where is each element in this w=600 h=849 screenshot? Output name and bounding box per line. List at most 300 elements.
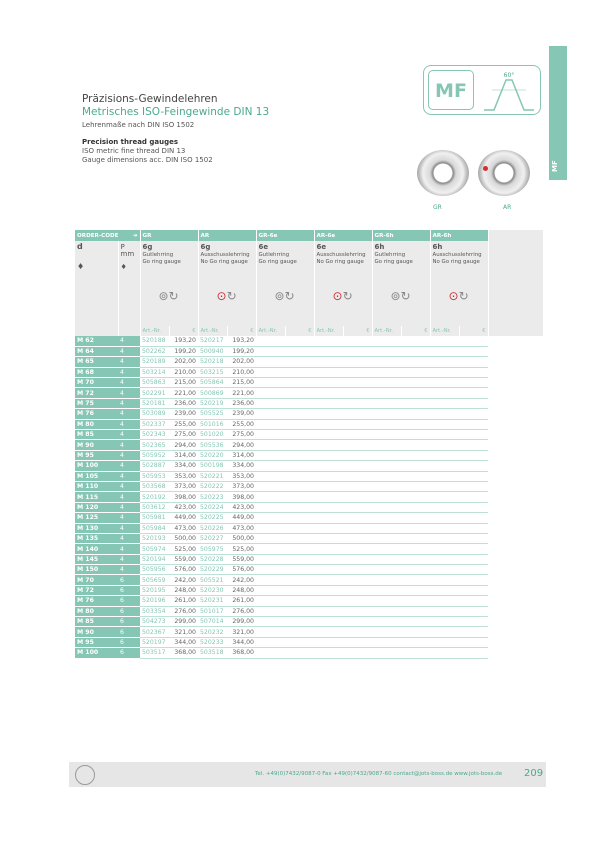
eur-label: €	[343, 326, 372, 336]
art-label: Art.-Nr.	[430, 326, 459, 336]
empty-cell	[256, 627, 285, 637]
empty-cell	[372, 346, 401, 356]
empty-cell	[256, 596, 285, 606]
empty-cell	[343, 637, 372, 647]
empty-cell	[343, 409, 372, 419]
empty-cell	[459, 585, 488, 595]
empty-cell	[459, 419, 488, 429]
cell-art-gr: 520193	[140, 533, 169, 543]
empty-cell	[459, 481, 488, 491]
table-row	[75, 502, 543, 512]
empty-cell	[285, 471, 314, 481]
empty-cell	[401, 575, 430, 585]
empty-cell	[459, 492, 488, 502]
empty-cell	[343, 585, 372, 595]
cell-eur-ar: 276,00	[227, 606, 256, 616]
mf-badge	[423, 65, 541, 115]
cell-eur-ar: 275,00	[227, 430, 256, 440]
empty-cell	[285, 398, 314, 408]
group-header: GR-6e	[256, 230, 314, 241]
empty-cell	[430, 409, 459, 419]
price-table	[75, 230, 544, 659]
empty-cell	[372, 575, 401, 585]
cell-p: 4	[118, 533, 140, 543]
empty-cell	[372, 471, 401, 481]
cell-p: 4	[118, 565, 140, 575]
empty-cell	[401, 565, 430, 575]
empty-cell	[401, 648, 430, 658]
empty-cell	[314, 430, 343, 440]
art-label-row	[75, 326, 543, 336]
empty-cell	[314, 648, 343, 658]
empty-cell	[372, 440, 401, 450]
cell-eur-gr: 239,00	[169, 409, 198, 419]
thread-profile-icon	[480, 68, 538, 114]
cell-art-ar: 520220	[198, 450, 227, 460]
empty-cell	[343, 627, 372, 637]
subtitle-en: ISO metric fine thread DIN 13	[82, 147, 186, 155]
empty-cell	[372, 648, 401, 658]
empty-cell	[256, 398, 285, 408]
empty-cell	[459, 471, 488, 481]
cell-art-ar: 520232	[198, 627, 227, 637]
empty-cell	[343, 471, 372, 481]
empty-cell	[430, 367, 459, 377]
cell-d: M 145	[75, 554, 118, 564]
cell-d: M 95	[75, 450, 118, 460]
empty-cell	[285, 461, 314, 471]
cell-art-gr: 503612	[140, 502, 169, 512]
cell-eur-gr: 261,00	[169, 596, 198, 606]
empty-cell	[285, 554, 314, 564]
empty-cell	[314, 627, 343, 637]
title-en: Precision thread gauges	[82, 138, 179, 146]
go-ring-image	[417, 150, 469, 196]
empty-cell	[372, 523, 401, 533]
cell-d: M 90	[75, 627, 118, 637]
empty-cell	[430, 419, 459, 429]
desc-ar-6e: 6e Ausschusslehrring No Go ring gauge ⊙↻	[314, 241, 372, 326]
angle-label: 60°	[503, 72, 515, 79]
empty-cell	[314, 378, 343, 388]
empty-cell	[401, 419, 430, 429]
art-row-p	[118, 326, 140, 336]
eur-label: €	[227, 326, 256, 336]
empty-cell	[285, 481, 314, 491]
empty-cell	[343, 523, 372, 533]
cell-art-gr: 520197	[140, 637, 169, 647]
empty-cell	[459, 637, 488, 647]
empty-cell	[314, 388, 343, 398]
empty-cell	[314, 336, 343, 346]
empty-cell	[459, 513, 488, 523]
empty-cell	[459, 388, 488, 398]
empty-cell	[459, 606, 488, 616]
cell-d: M 150	[75, 565, 118, 575]
empty-cell	[314, 461, 343, 471]
empty-cell	[285, 378, 314, 388]
cell-art-gr: 503354	[140, 606, 169, 616]
cell-eur-ar: 239,00	[227, 409, 256, 419]
empty-cell	[430, 554, 459, 564]
empty-cell	[372, 388, 401, 398]
empty-cell	[401, 388, 430, 398]
empty-cell	[314, 440, 343, 450]
art-label: Art.-Nr.	[314, 326, 343, 336]
empty-cell	[430, 533, 459, 543]
cell-eur-ar: 294,00	[227, 440, 256, 450]
cell-eur-gr: 559,00	[169, 554, 198, 564]
empty-cell	[430, 575, 459, 585]
empty-cell	[256, 388, 285, 398]
cell-eur-gr: 210,00	[169, 367, 198, 377]
go-ring-label: GR	[433, 204, 442, 211]
cell-eur-ar: 368,00	[227, 648, 256, 658]
empty-cell	[314, 617, 343, 627]
cell-eur-ar: 473,00	[227, 523, 256, 533]
desc-gr-6h: 6h Gutlehrring Go ring gauge ⊚↻	[372, 241, 430, 326]
table-row	[75, 565, 543, 575]
cell-art-gr: 505956	[140, 565, 169, 575]
empty-cell	[430, 481, 459, 491]
cell-p: 4	[118, 450, 140, 460]
empty-cell	[372, 596, 401, 606]
empty-cell	[343, 481, 372, 491]
empty-cell	[343, 461, 372, 471]
cell-p: 4	[118, 440, 140, 450]
empty-cell	[256, 533, 285, 543]
cell-art-ar: 520225	[198, 513, 227, 523]
desc-gr: 6g Gutlehrring Go ring gauge ⊚↻	[140, 241, 198, 326]
footer-contact: Tel. +49(0)7432/9087-0 Fax +49(0)7432/9087-60 contact@jots-boss.de www.jots-boss.de	[255, 771, 503, 777]
page-title: Präzisions-Gewindelehren	[82, 93, 218, 105]
cell-art-ar: 501020	[198, 430, 227, 440]
cell-art-gr: 502291	[140, 388, 169, 398]
cell-art-ar: 520222	[198, 481, 227, 491]
table-row	[75, 430, 543, 440]
cell-art-gr: 505659	[140, 575, 169, 585]
cell-eur-gr: 199,20	[169, 346, 198, 356]
empty-cell	[285, 606, 314, 616]
cell-eur-ar: 299,00	[227, 617, 256, 627]
empty-cell	[314, 367, 343, 377]
empty-cell	[401, 378, 430, 388]
empty-cell	[459, 398, 488, 408]
empty-cell	[285, 450, 314, 460]
cell-eur-gr: 449,00	[169, 513, 198, 523]
cell-eur-ar: 423,00	[227, 502, 256, 512]
empty-cell	[430, 398, 459, 408]
empty-cell	[430, 617, 459, 627]
empty-cell	[314, 596, 343, 606]
cell-d: M 105	[75, 471, 118, 481]
empty-cell	[401, 513, 430, 523]
cell-eur-gr: 321,00	[169, 627, 198, 637]
empty-cell	[256, 585, 285, 595]
empty-cell	[343, 388, 372, 398]
empty-cell	[459, 627, 488, 637]
cell-d: M 70	[75, 378, 118, 388]
empty-cell	[401, 471, 430, 481]
cell-p: 4	[118, 502, 140, 512]
group-header: AR	[198, 230, 256, 241]
table-row	[75, 596, 543, 606]
art-label: Art.-Nr.	[256, 326, 285, 336]
empty-cell	[401, 533, 430, 543]
table-row	[75, 513, 543, 523]
empty-cell	[285, 575, 314, 585]
nogo-direction-icon: ⊙↻	[216, 288, 237, 303]
table-row	[75, 585, 543, 595]
note-en: Gauge dimensions acc. DIN ISO 1502	[82, 156, 213, 164]
cell-art-ar: 505521	[198, 575, 227, 585]
empty-cell	[285, 367, 314, 377]
table-row	[75, 637, 543, 647]
cell-art-ar: 520224	[198, 502, 227, 512]
group-header: GR-6h	[372, 230, 430, 241]
empty-cell	[401, 606, 430, 616]
empty-cell	[256, 336, 285, 346]
empty-cell	[430, 430, 459, 440]
cell-eur-gr: 353,00	[169, 471, 198, 481]
art-label: Art.-Nr.	[140, 326, 169, 336]
empty-cell	[459, 346, 488, 356]
cell-d: M 76	[75, 409, 118, 419]
empty-cell	[401, 585, 430, 595]
empty-cell	[343, 596, 372, 606]
empty-cell	[430, 565, 459, 575]
cell-eur-ar: 193,20	[227, 336, 256, 346]
empty-cell	[285, 637, 314, 647]
empty-cell	[372, 533, 401, 543]
table-row	[75, 554, 543, 564]
empty-cell	[372, 336, 401, 346]
group-header: GR	[140, 230, 198, 241]
cell-d: M 80	[75, 419, 118, 429]
group-header: AR-6e	[314, 230, 372, 241]
nogo-ring-label: AR	[503, 204, 512, 211]
cell-art-ar: 520230	[198, 585, 227, 595]
empty-cell	[285, 357, 314, 367]
cell-eur-ar: 221,00	[227, 388, 256, 398]
empty-cell	[401, 492, 430, 502]
cell-eur-gr: 423,00	[169, 502, 198, 512]
empty-cell	[430, 450, 459, 460]
cell-art-gr: 520196	[140, 596, 169, 606]
cell-p: 6	[118, 637, 140, 647]
cell-d: M 70	[75, 575, 118, 585]
empty-cell	[256, 544, 285, 554]
cell-art-gr: 505974	[140, 544, 169, 554]
empty-cell	[256, 461, 285, 471]
cell-p: 4	[118, 492, 140, 502]
cell-d: M 76	[75, 596, 118, 606]
cell-p: 4	[118, 346, 140, 356]
table-row	[75, 492, 543, 502]
table-row	[75, 398, 543, 408]
empty-cell	[314, 481, 343, 491]
cell-eur-ar: 398,00	[227, 492, 256, 502]
cell-art-gr: 503214	[140, 367, 169, 377]
cell-eur-ar: 210,00	[227, 367, 256, 377]
cell-d: M 120	[75, 502, 118, 512]
cell-eur-gr: 276,00	[169, 606, 198, 616]
empty-cell	[401, 367, 430, 377]
empty-cell	[314, 637, 343, 647]
cell-p: 6	[118, 575, 140, 585]
cell-art-gr: 502262	[140, 346, 169, 356]
empty-cell	[401, 523, 430, 533]
empty-cell	[401, 596, 430, 606]
empty-cell	[285, 492, 314, 502]
empty-cell	[372, 513, 401, 523]
empty-cell	[343, 565, 372, 575]
cell-art-gr: 503089	[140, 409, 169, 419]
cell-eur-ar: 449,00	[227, 513, 256, 523]
empty-cell	[314, 544, 343, 554]
cell-p: 6	[118, 617, 140, 627]
empty-cell	[343, 336, 372, 346]
cell-eur-gr: 525,00	[169, 544, 198, 554]
empty-cell	[285, 596, 314, 606]
cell-d: M 115	[75, 492, 118, 502]
cell-p: 4	[118, 336, 140, 346]
go-direction-icon: ⊚↻	[158, 288, 179, 303]
cell-d: M 85	[75, 617, 118, 627]
empty-cell	[285, 544, 314, 554]
cell-art-gr: 520192	[140, 492, 169, 502]
empty-cell	[256, 440, 285, 450]
right-spacer	[488, 241, 543, 336]
nogo-direction-icon: ⊙↻	[332, 288, 353, 303]
empty-cell	[459, 544, 488, 554]
empty-cell	[285, 388, 314, 398]
cell-art-ar: 520226	[198, 523, 227, 533]
cell-d: M 100	[75, 461, 118, 471]
cell-d: M 62	[75, 336, 118, 346]
empty-cell	[256, 481, 285, 491]
empty-cell	[401, 481, 430, 491]
empty-cell	[401, 357, 430, 367]
empty-cell	[285, 565, 314, 575]
table-row	[75, 533, 543, 543]
empty-cell	[459, 523, 488, 533]
mf-badge-text: MF	[428, 70, 474, 110]
empty-cell	[459, 617, 488, 627]
cell-p: 6	[118, 596, 140, 606]
empty-cell	[343, 398, 372, 408]
cell-art-ar: 500869	[198, 388, 227, 398]
nogo-ring-red-dot	[483, 166, 488, 171]
empty-cell	[430, 388, 459, 398]
empty-cell	[430, 336, 459, 346]
cell-art-gr: 505953	[140, 471, 169, 481]
table-row	[75, 471, 543, 481]
empty-cell	[459, 378, 488, 388]
cell-p: 4	[118, 513, 140, 523]
empty-cell	[314, 533, 343, 543]
cell-art-gr: 503568	[140, 481, 169, 491]
cell-eur-ar: 248,00	[227, 585, 256, 595]
empty-cell	[430, 502, 459, 512]
cell-art-gr: 505952	[140, 450, 169, 460]
table-row	[75, 523, 543, 533]
cell-eur-ar: 202,00	[227, 357, 256, 367]
empty-cell	[459, 565, 488, 575]
empty-cell	[256, 409, 285, 419]
cell-art-gr: 520188	[140, 336, 169, 346]
empty-cell	[285, 648, 314, 658]
empty-cell	[343, 606, 372, 616]
empty-cell	[314, 523, 343, 533]
cell-art-ar: 501016	[198, 419, 227, 429]
table-row	[75, 617, 543, 627]
cell-eur-ar: 321,00	[227, 627, 256, 637]
empty-cell	[285, 346, 314, 356]
empty-cell	[459, 357, 488, 367]
cell-art-ar: 520227	[198, 533, 227, 543]
empty-cell	[314, 492, 343, 502]
empty-cell	[343, 575, 372, 585]
empty-cell	[430, 596, 459, 606]
table-row	[75, 461, 543, 471]
cell-eur-ar: 373,00	[227, 481, 256, 491]
cell-art-ar: 520219	[198, 398, 227, 408]
table-row	[75, 575, 543, 585]
empty-cell	[343, 544, 372, 554]
cell-eur-ar: 334,00	[227, 461, 256, 471]
cell-eur-ar: 215,00	[227, 378, 256, 388]
empty-cell	[401, 430, 430, 440]
cell-eur-gr: 334,00	[169, 461, 198, 471]
empty-cell	[372, 617, 401, 627]
cell-art-gr: 520195	[140, 585, 169, 595]
empty-cell	[314, 357, 343, 367]
cell-d: M 135	[75, 533, 118, 543]
cell-d: M 110	[75, 481, 118, 491]
note-de: Lehrenmaße nach DIN ISO 1502	[82, 121, 195, 129]
cell-d: M 125	[75, 513, 118, 523]
empty-cell	[372, 627, 401, 637]
company-logo-icon	[75, 765, 95, 785]
cell-eur-ar: 199,20	[227, 346, 256, 356]
empty-cell	[343, 440, 372, 450]
table-row	[75, 336, 543, 346]
empty-cell	[459, 502, 488, 512]
table-row	[75, 481, 543, 491]
cell-art-ar: 500940	[198, 346, 227, 356]
table-row	[75, 419, 543, 429]
cell-eur-gr: 221,00	[169, 388, 198, 398]
empty-cell	[314, 513, 343, 523]
empty-cell	[459, 450, 488, 460]
empty-cell	[372, 461, 401, 471]
empty-cell	[256, 492, 285, 502]
cell-p: 4	[118, 409, 140, 419]
empty-cell	[343, 346, 372, 356]
empty-cell	[343, 419, 372, 429]
order-code-header-row	[75, 230, 543, 241]
empty-cell	[256, 554, 285, 564]
eur-label: €	[285, 326, 314, 336]
empty-cell	[343, 513, 372, 523]
table-row	[75, 378, 543, 388]
cell-eur-gr: 242,00	[169, 575, 198, 585]
empty-cell	[343, 533, 372, 543]
empty-cell	[285, 523, 314, 533]
cell-art-gr: 502367	[140, 627, 169, 637]
empty-cell	[430, 637, 459, 647]
